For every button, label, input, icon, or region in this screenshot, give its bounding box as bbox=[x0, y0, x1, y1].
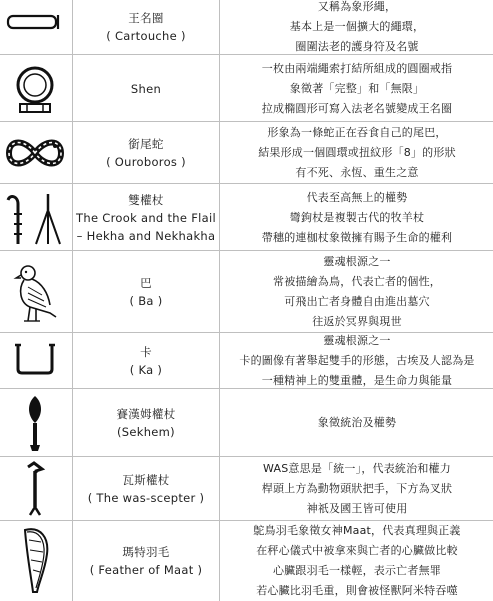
symbol-name: 雙權杖 The Crook and the Flail – Hekha and Nekhakha bbox=[72, 184, 219, 251]
symbol-description: 又稱為象形繩， 基本上是一個擴大的繩環， 圈圍法老的護身符及名號 bbox=[219, 0, 493, 54]
table-row bbox=[0, 388, 493, 457]
ouroboros-icon bbox=[0, 122, 70, 184]
symbol-name: Shen bbox=[72, 55, 219, 122]
ba-bird-icon bbox=[0, 251, 70, 333]
symbol-name: 瑪特羽毛 ( Feather of Maat ) bbox=[72, 521, 219, 601]
ka-arms-icon bbox=[0, 333, 70, 389]
table-row bbox=[0, 332, 493, 389]
symbol-name: 王名圈 ( Cartouche ) bbox=[72, 0, 219, 54]
symbol-description: 一枚由兩端繩索打結所組成的圓圈戒指 象徵著「完整」和「無限」 拉成橢圓形可寫入法老名號變成王名圈 bbox=[219, 55, 493, 122]
symbol-description: 靈魂根源之一 常被描繪為鳥，代表亡者的個性， 可飛出亡者身體自由進出墓穴 往返於冥界與現世 bbox=[219, 251, 493, 333]
symbol-name: 巴 ( Ba ) bbox=[72, 251, 219, 333]
table-row bbox=[0, 456, 493, 521]
symbol-name: 銜尾蛇 ( Ouroboros ) bbox=[72, 122, 219, 184]
symbol-description: WAS意思是「統一」，代表統治和權力 桿頭上方為動物頭狀把手，下方為叉狀 神祇及國王皆可使用 bbox=[219, 457, 493, 521]
symbol-description: 鴕鳥羽毛象徵女神Maat，代表真理與正義 在秤心儀式中被拿來與亡者的心臟做比較 心臟跟羽毛一樣輕，表示亡者無罪 若心臟比羽毛重，則會被怪獸阿米特吞噬 bbox=[219, 521, 493, 601]
was-scepter-icon bbox=[0, 457, 70, 521]
sekhem-scepter-icon bbox=[0, 389, 70, 457]
symbol-description: 形象為一條蛇正在吞食自己的尾巴， 結果形成一個圓環或扭紋形「8」的形狀 有不死、永恆、重生之意 bbox=[219, 122, 493, 184]
table-row bbox=[0, 250, 493, 333]
table-row bbox=[0, 520, 493, 601]
table-row bbox=[0, 183, 493, 251]
symbol-name: 卡 ( Ka ) bbox=[72, 333, 219, 389]
symbol-description: 代表至高無上的權勢 彎鉤杖是複製古代的牧羊杖 帶穗的連枷杖象徵擁有賜予生命的權利 bbox=[219, 184, 493, 251]
maat-feather-icon bbox=[0, 521, 70, 601]
table-row bbox=[0, 121, 493, 184]
symbol-name: 賽漢姆權杖 (Sekhem) bbox=[72, 389, 219, 457]
symbol-description: 靈魂根源之一 卡的圖像有著舉起雙手的形態，古埃及人認為是 一種精神上的雙重體，是生命力與能量 bbox=[219, 333, 493, 389]
symbol-description: 象徵統治及權勢 bbox=[219, 389, 493, 457]
table-row bbox=[0, 0, 493, 54]
shen-ring-icon bbox=[0, 55, 70, 122]
crook-and-flail-icon bbox=[0, 184, 70, 251]
symbol-name: 瓦斯權杖 ( The was-scepter ) bbox=[72, 457, 219, 521]
table-row bbox=[0, 54, 493, 122]
cartouche-icon bbox=[0, 0, 70, 54]
